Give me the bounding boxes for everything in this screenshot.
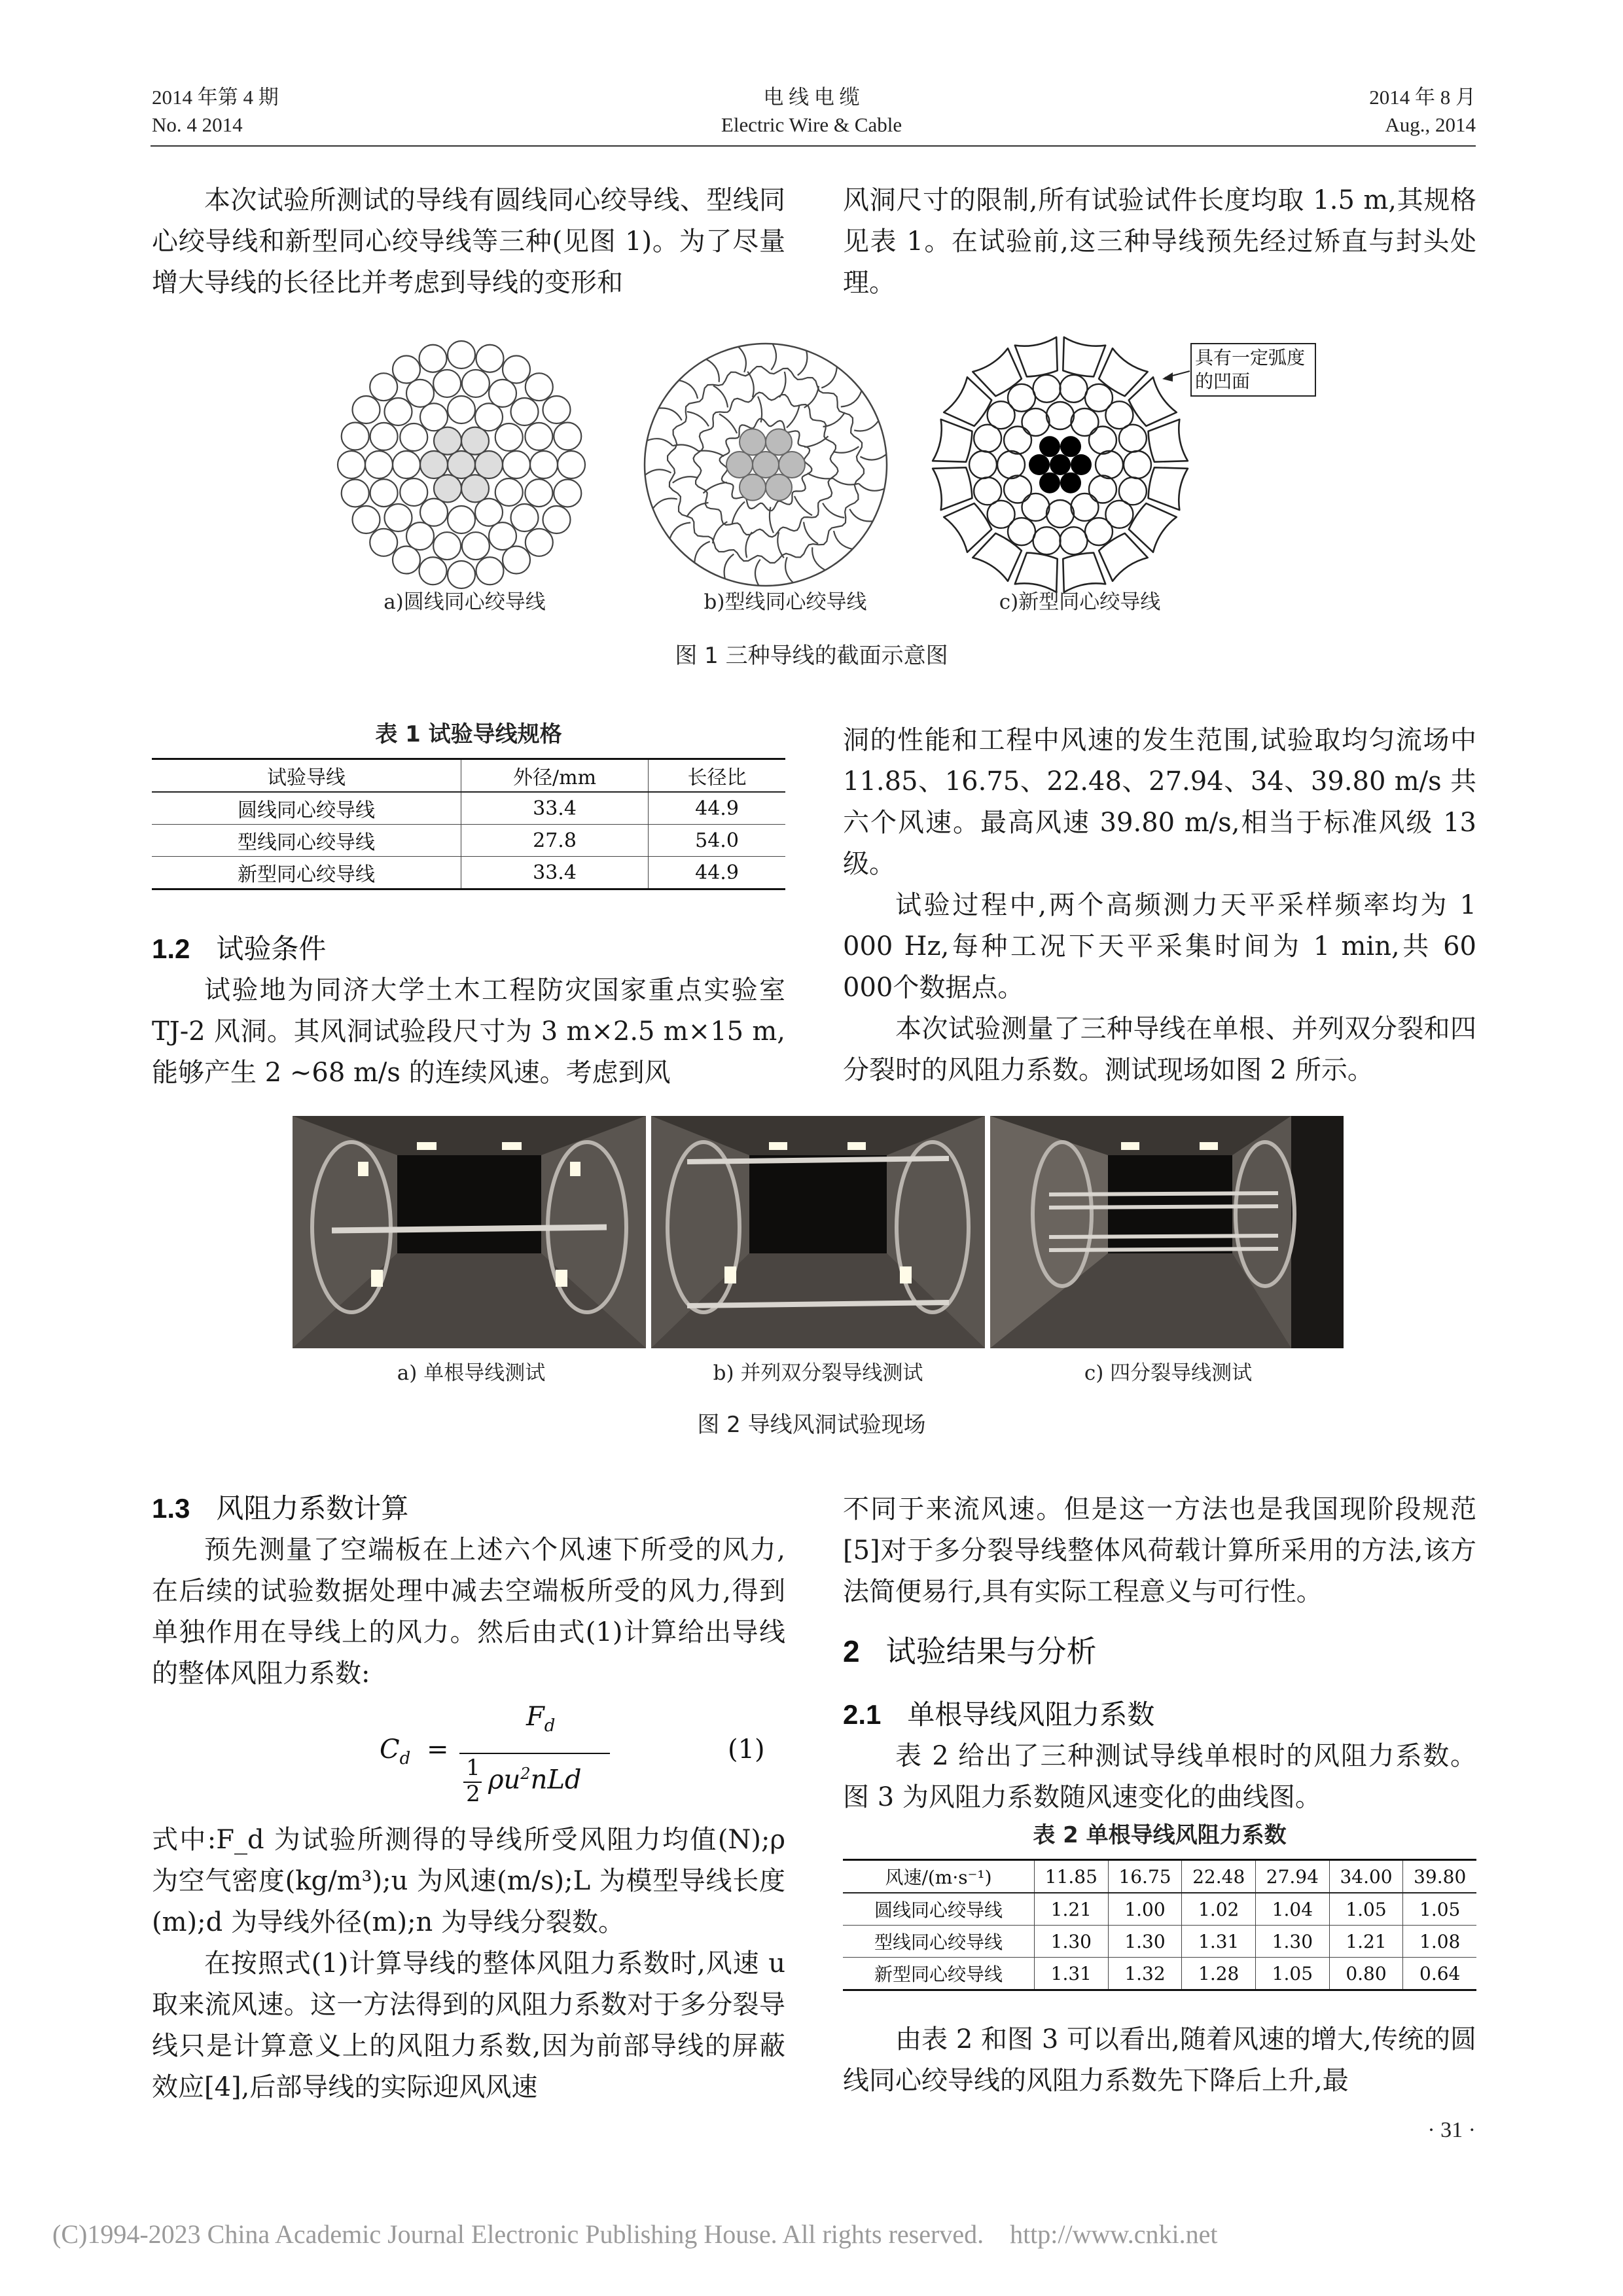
table-row — [152, 825, 785, 857]
paragraph: 在按照式(1)计算导线的整体风阻力系数时,风速 u 取来流风速。这一方法得到的风阻力系数对于多分裂导线只是计算意义上的风阻力系数,因为前部导线的屏蔽效应[4],后部导线的实际迎风风速 — [152, 1948, 785, 2102]
header-date-cn: 2014 年 8 月 — [1369, 86, 1476, 109]
table-row — [152, 792, 785, 825]
section-number: 1.3 — [152, 1493, 190, 1524]
table-cell: 1.31 — [1035, 1958, 1109, 1990]
figure-1-sub-c: c)新型同心绞导线 — [999, 590, 1161, 614]
table-cell: 1.05 — [1329, 1893, 1403, 1926]
header-issue-en: No. 4 2014 — [152, 113, 243, 136]
table-cell: 1.30 — [1256, 1926, 1330, 1958]
eq-half-top: 1 — [466, 1755, 480, 1781]
table-row — [152, 857, 785, 889]
header-rule — [151, 145, 1476, 147]
table-cell: 型线同心绞导线 — [843, 1926, 1035, 1958]
eq-lhs: C — [380, 1734, 400, 1765]
eq-numerator-sub: d — [544, 1716, 556, 1736]
eq-denominator: ρu — [488, 1765, 521, 1795]
shaped-wire-section-diagram — [645, 344, 887, 586]
copyright-footer: (C)1994-2023 China Academic Journal Electronic Publishing House. All rights reserved. http://www.cnki.net — [52, 2219, 1218, 2249]
paragraph: 本次试验测量了三种导线在单根、并列双分裂和四分裂时的风阻力系数。测试现场如图 2 所示。 — [843, 1014, 1476, 1085]
callout-label: 具有一定弧度的凹面 — [1195, 347, 1306, 392]
section-1-3-intro — [152, 1530, 785, 1695]
table-header-cell: 长径比 — [649, 759, 785, 793]
section-1-2-heading — [152, 929, 785, 969]
figure-1-cross-sections — [314, 324, 1335, 625]
eq-equals: = — [427, 1734, 449, 1765]
equation-number: (1) — [728, 1734, 765, 1765]
section-2-1-body — [843, 1736, 1476, 1818]
table-cell: 型线同心绞导线 — [152, 825, 461, 857]
round-wire-section-diagram — [338, 341, 585, 588]
table-header-cell: 外径/mm — [461, 759, 649, 793]
photo-twin-bundle-test — [651, 1116, 985, 1348]
right-column-middle — [843, 720, 1476, 1091]
figure-1-sub-a: a)圆线同心绞导线 — [383, 590, 546, 614]
paragraph: 预先测量了空端板在上述六个风速下所受的风力,在后续的试验数据处理中减去空端板所受的风力,得到单独作用在导线上的风力。然后由式(1)计算给出导线的整体风阻力系数: — [152, 1535, 785, 1689]
eq-half-bottom: 2 — [466, 1781, 480, 1807]
figure-1-caption: 图 1 三种导线的截面示意图 — [675, 643, 948, 669]
table-cell: 新型同心绞导线 — [152, 857, 461, 889]
table-header-cell: 16.75 — [1108, 1860, 1182, 1893]
table-2 — [843, 1859, 1476, 1991]
equation-1 — [152, 1702, 785, 1806]
section-title: 试验条件 — [216, 933, 327, 965]
section-title: 试验结果与分析 — [885, 1634, 1097, 1669]
section-2-heading — [843, 1632, 1476, 1671]
table-header-cell: 27.94 — [1256, 1860, 1330, 1893]
table-cell: 1.21 — [1035, 1893, 1109, 1926]
figure-1-sub-b: b)型线同心绞导线 — [704, 590, 867, 614]
header-issue-cn: 2014 年第 4 期 — [152, 86, 279, 109]
table-header-cell: 11.85 — [1035, 1860, 1109, 1893]
paragraph: 本次试验所测试的导线有圆线同心绞导线、型线同心绞导线和新型同心绞导线等三种(见图 1)。为了尽量增大导线的长径比并考虑到导线的变形和 — [152, 185, 785, 298]
table-cell: 33.4 — [461, 857, 649, 889]
table-cell: 0.64 — [1403, 1958, 1476, 1990]
table-cell: 1.05 — [1403, 1893, 1476, 1926]
new-type-wire-section-diagram — [933, 337, 1188, 592]
paragraph: 洞的性能和工程中风速的发生范围,试验取均匀流场中 11.85、16.75、22.48、27.94、34、39.80 m/s 共六个风速。最高风速 39.80 m/s,相当于标准风级 13 级。 — [843, 725, 1476, 879]
paragraph: 表 2 给出了三种测试导线单根时的风阻力系数。图 3 为风阻力系数随风速变化的曲线图。 — [843, 1741, 1476, 1812]
section-1-2-body — [152, 970, 785, 1094]
table-cell: 1.30 — [1108, 1926, 1182, 1958]
table-cell: 1.21 — [1329, 1926, 1403, 1958]
section-number: 2 — [843, 1634, 860, 1668]
section-1-3-body — [152, 1820, 785, 2108]
right-column-final — [843, 2019, 1476, 2102]
table-cell: 新型同心绞导线 — [843, 1958, 1035, 1990]
paragraph: 式中:F_d 为试验所测得的导线所受风阻力均值(N);ρ 为空气密度(kg/m³);u 为风速(m/s);L 为模型导线长度(m);d 为导线外径(m);n 为导线分裂数。 — [152, 1825, 785, 1937]
table-cell: 44.9 — [649, 857, 785, 889]
journal-title-cn: 电 线 电 缆 — [763, 86, 860, 109]
journal-title-en: Electric Wire & Cable — [721, 113, 902, 136]
table-cell: 1.28 — [1182, 1958, 1256, 1990]
eq-denominator-tail: nLd — [530, 1765, 582, 1795]
table-header-cell: 试验导线 — [152, 759, 461, 793]
table-1-caption: 表 1 试验导线规格 — [375, 721, 562, 747]
photo-quad-bundle-test — [990, 1116, 1344, 1348]
fraction-bar — [459, 1753, 610, 1754]
table-cell: 1.32 — [1108, 1958, 1182, 1990]
section-number: 1.2 — [152, 933, 190, 964]
table-cell: 1.02 — [1182, 1893, 1256, 1926]
section-title: 风阻力系数计算 — [216, 1492, 409, 1524]
eq-lhs-sub: d — [399, 1749, 411, 1768]
table-cell: 1.04 — [1256, 1893, 1330, 1926]
figure-2-sub-c: c) 四分裂导线测试 — [1084, 1361, 1253, 1385]
figure-2-caption: 图 2 导线风洞试验现场 — [697, 1412, 926, 1438]
table-cell: 27.8 — [461, 825, 649, 857]
table-row — [843, 1958, 1476, 1990]
photo-single-conductor-test — [293, 1116, 646, 1348]
right-column-continuation — [843, 1489, 1476, 1613]
table-cell: 圆线同心绞导线 — [238, 799, 375, 822]
callout-arrowhead — [1162, 372, 1173, 382]
table-row — [843, 1926, 1476, 1958]
table-cell: 1.30 — [1035, 1926, 1109, 1958]
eq-den-sup: 2 — [520, 1765, 531, 1783]
table-2-caption: 表 2 单根导线风阻力系数 — [1033, 1822, 1287, 1848]
table-row — [843, 1893, 1476, 1926]
paragraph: 试验过程中,两个高频测力天平采样频率均为 1 000 Hz,每种工况下天平采集时间为 1 min,共 60 000个数据点。 — [843, 890, 1476, 1003]
page-number: · 31 · — [1427, 2118, 1476, 2142]
eq-numerator: F — [526, 1702, 544, 1732]
section-number: 2.1 — [843, 1699, 882, 1730]
figure-2-sub-b: b) 并列双分裂导线测试 — [713, 1361, 923, 1385]
section-title: 单根导线风阻力系数 — [907, 1698, 1155, 1731]
figure-2-sub-a: a) 单根导线测试 — [397, 1361, 546, 1385]
table-header-cell: 34.00 — [1329, 1860, 1403, 1893]
header-date-en: Aug., 2014 — [1385, 113, 1476, 136]
table-header-cell: 风速/(m·s⁻¹) — [843, 1860, 1035, 1893]
table-cell: 54.0 — [649, 825, 785, 857]
table-header-cell: 22.48 — [1182, 1860, 1256, 1893]
section-1-3-heading — [152, 1489, 785, 1528]
table-cell: 0.80 — [1329, 1958, 1403, 1990]
table-header-cell: 39.80 — [1403, 1860, 1476, 1893]
table-cell: 1.05 — [1256, 1958, 1330, 1990]
paragraph: 风洞尺寸的限制,所有试验试件长度均取 1.5 m,其规格见表 1。在试验前,这三种导线预先经过矫直与封头处理。 — [843, 185, 1476, 298]
table-cell: 圆线同心绞导线 — [874, 1899, 1003, 1921]
right-column-intro — [843, 180, 1476, 304]
table-cell: 1.00 — [1108, 1893, 1182, 1926]
paragraph: 不同于来流风速。但是这一方法也是我国现阶段规范[5]对于多分裂导线整体风荷载计算所采用的方法,该方法简便易行,具有实际工程意义与可行性。 — [843, 1494, 1476, 1607]
table-cell: 44.9 — [649, 792, 785, 825]
table-cell: 33.4 — [461, 792, 649, 825]
section-2-1-heading — [843, 1695, 1476, 1734]
paragraph: 试验地为同济大学土木工程防灾国家重点实验室 TJ-2 风洞。其风洞试验段尺寸为 3 m×2.5 m×15 m,能够产生 2 ~68 m/s 的连续风速。考虑到风 — [152, 975, 785, 1088]
table-cell: 1.31 — [1182, 1926, 1256, 1958]
table-1 — [152, 758, 785, 890]
left-column-intro — [152, 180, 785, 304]
table-cell: 1.08 — [1403, 1926, 1476, 1958]
paragraph: 由表 2 和图 3 可以看出,随着风速的增大,传统的圆线同心绞导线的风阻力系数先下降后上升,最 — [843, 2024, 1476, 2096]
